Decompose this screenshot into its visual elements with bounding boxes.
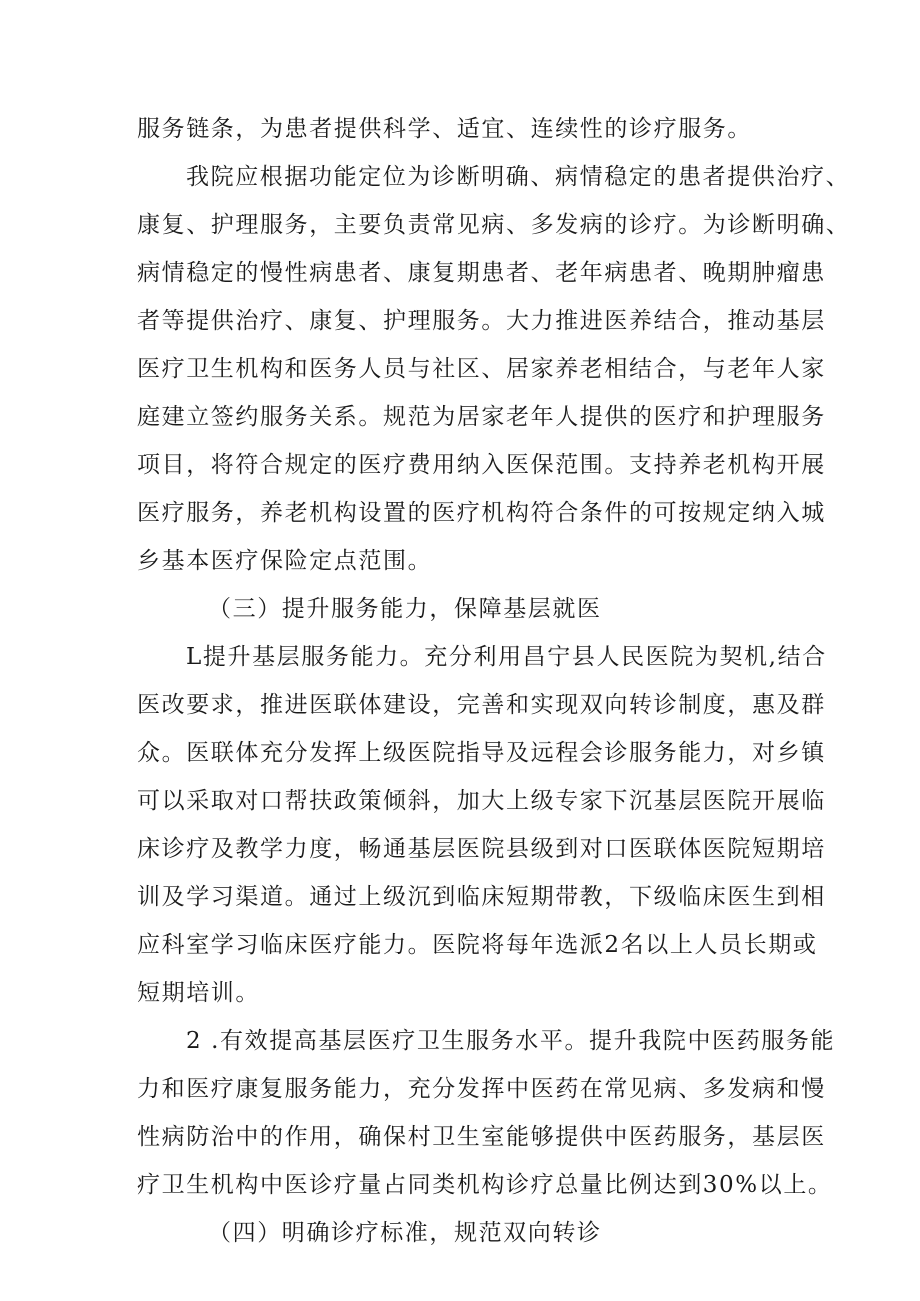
paragraph-line-13: 医改要求，推进医联体建设，完善和实现双向转诊制度，惠及群 [137,692,826,718]
paragraph-line-20: 2 .有效提高基层医疗卫生服务水平。提升我院中医药服务能 [186,1028,836,1054]
paragraph-line-3: 康复、护理服务，主要负责常见病、多发病的诊疗。为诊断明确、 [137,212,851,238]
paragraph-line-12: L提升基层服务能力。充分利用昌宁县人民医院为契机,结合 [186,644,827,670]
paragraph-line-18: 应科室学习临床医疗能力。医院将每年选派2名以上人员长期或 [137,932,818,958]
paragraph-line-15: 可以采取对口帮扶政策倾斜，加大上级专家下沉基层医院开展临 [137,788,826,814]
paragraph-line-1: 服务链条，为患者提供科学、适宜、连续性的诊疗服务。 [137,116,752,142]
paragraph-line-21: 力和医疗康复服务能力，充分发挥中医药在常见病、多发病和慢 [137,1076,826,1102]
paragraph-line-6: 医疗卫生机构和医务人员与社区、居家养老相结合，与老年人家 [137,356,826,382]
paragraph-line-8: 项目，将符合规定的医疗费用纳入医保范围。支持养老机构开展 [137,452,826,478]
paragraph-line-7: 庭建立签约服务关系。规范为居家老年人提供的医疗和护理服务 [137,404,826,430]
paragraph-line-16: 床诊疗及教学力度，畅通基层医院县级到对口医联体医院短期培 [137,836,826,862]
paragraph-line-23: 疗卫生机构中医诊疗量占同类机构诊疗总量比例达到30%以上。 [137,1172,833,1198]
paragraph-line-22: 性病防治中的作用，确保村卫生室能够提供中医药服务，基层医 [137,1124,826,1150]
paragraph-line-10: 乡基本医疗保险定点范围。 [137,548,433,574]
paragraph-line-2: 我院应根据功能定位为诊断明确、病情稳定的患者提供治疗、 [186,164,851,190]
section-heading-3: （三）提升服务能力，保障基层就医 [208,596,602,622]
paragraph-line-14: 众。医联体充分发挥上级医院指导及远程会诊服务能力，对乡镇 [137,740,826,766]
paragraph-line-19: 短期培训。 [137,980,260,1006]
section-heading-4: （四）明确诊疗标准，规范双向转诊 [208,1220,602,1246]
paragraph-line-17: 训及学习渠道。通过上级沉到临床短期带教，下级临床医生到相 [137,884,826,910]
paragraph-line-9: 医疗服务，养老机构设置的医疗机构符合条件的可按规定纳入城 [137,500,826,526]
paragraph-line-4: 病情稳定的慢性病患者、康复期患者、老年病患者、晚期肿瘤患 [137,260,826,286]
paragraph-line-5: 者等提供治疗、康复、护理服务。大力推进医养结合，推动基层 [137,308,826,334]
